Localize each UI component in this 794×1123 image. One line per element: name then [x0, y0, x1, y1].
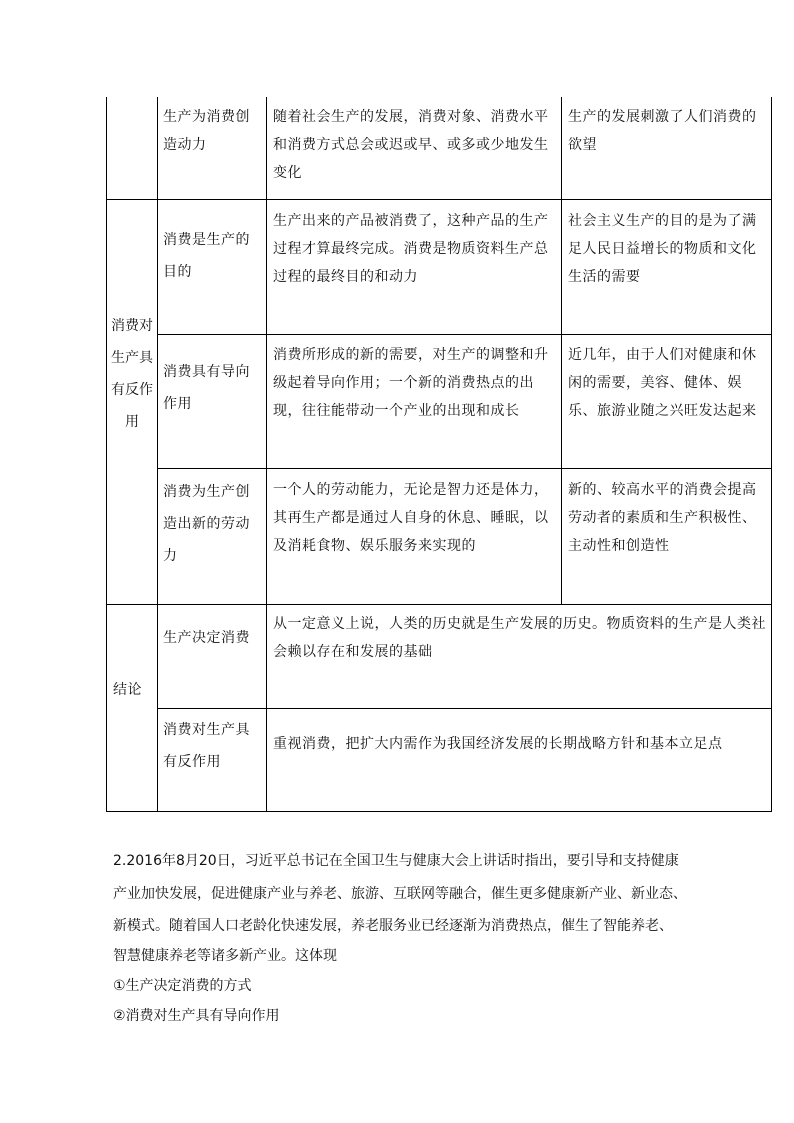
- category-feedback-label: 消费对生产具有反作用: [111, 318, 153, 430]
- conclusion-label: 结论: [113, 682, 142, 698]
- conclusion-row-1-subtopic: 生产决定消费: [163, 630, 250, 646]
- question-line-1: 2.2016年8月20日，习近平总书记在全国卫生与健康大会上讲话时指出，要引导和支持健康: [113, 853, 679, 869]
- conclusion-row-1-description: 从一定意义上说，人类的历史就是生产发展的历史。物质资料的生产是人类社会赖以存在和发展的基础: [273, 616, 766, 660]
- table-row-2-description: 生产出来的产品被消费了，这种产品的生产过程才算最终完成。消费是物质资料生产总过程的最终目的和动力: [273, 213, 549, 285]
- table-row-3-example: 近几年，由于人们对健康和休闲的需要，美容、健体、娱乐、旅游业随之兴旺发达起来: [568, 347, 757, 419]
- table-row-2-example: 社会主义生产的目的是为了满足人民日益增长的物质和文化生活的需要: [568, 213, 757, 285]
- question-line-2: 产业加快发展，促进健康产业与养老、旅游、互联网等融合，催生更多健康新产业、新业态、: [113, 886, 687, 902]
- question-line-4: 智慧健康养老等诸多新产业。这体现: [113, 948, 337, 964]
- conclusion-row-2-subtopic: 消费对生产具有反作用: [163, 722, 250, 770]
- option-1: ①生产决定消费的方式: [113, 978, 252, 994]
- table-row-1-description: 随着社会生产的发展，消费对象、消费水平和消费方式总会或迟或早、或多或少地发生变化: [273, 109, 549, 181]
- option-2: ②消费对生产具有导向作用: [113, 1008, 280, 1024]
- table-row-1-example: 生产的发展刺激了人们消费的欲望: [568, 109, 757, 153]
- table-row-4-example: 新的、较高水平的消费会提高劳动者的素质和生产积极性、主动性和创造性: [568, 482, 757, 554]
- table-row-3-subtopic: 消费具有导向作用: [163, 364, 250, 412]
- table-row-2-subtopic: 消费是生产的目的: [163, 232, 250, 280]
- table-row-4-description: 一个人的劳动能力，无论是智力还是体力，其再生产都是通过人自身的休息、睡眠，以及消耗食物、娱乐服务来实现的: [273, 482, 549, 554]
- table-row-1-subtopic: 生产为消费创造动力: [163, 109, 250, 153]
- table-row-4-subtopic: 消费为生产创造出新的劳动力: [163, 484, 250, 564]
- table-row-3-description: 消费所形成的新的需要，对生产的调整和升级起着导向作用；一个新的消费热点的出现，往往能带动一个产业的出现和成长: [273, 347, 549, 419]
- conclusion-row-2-description: 重视消费，把扩大内需作为我国经济发展的长期战略方针和基本立足点: [273, 736, 723, 752]
- question-line-3: 新模式。随着国人口老龄化快速发展，养老服务业已经逐渐为消费热点，催生了智能养老、: [113, 918, 673, 934]
